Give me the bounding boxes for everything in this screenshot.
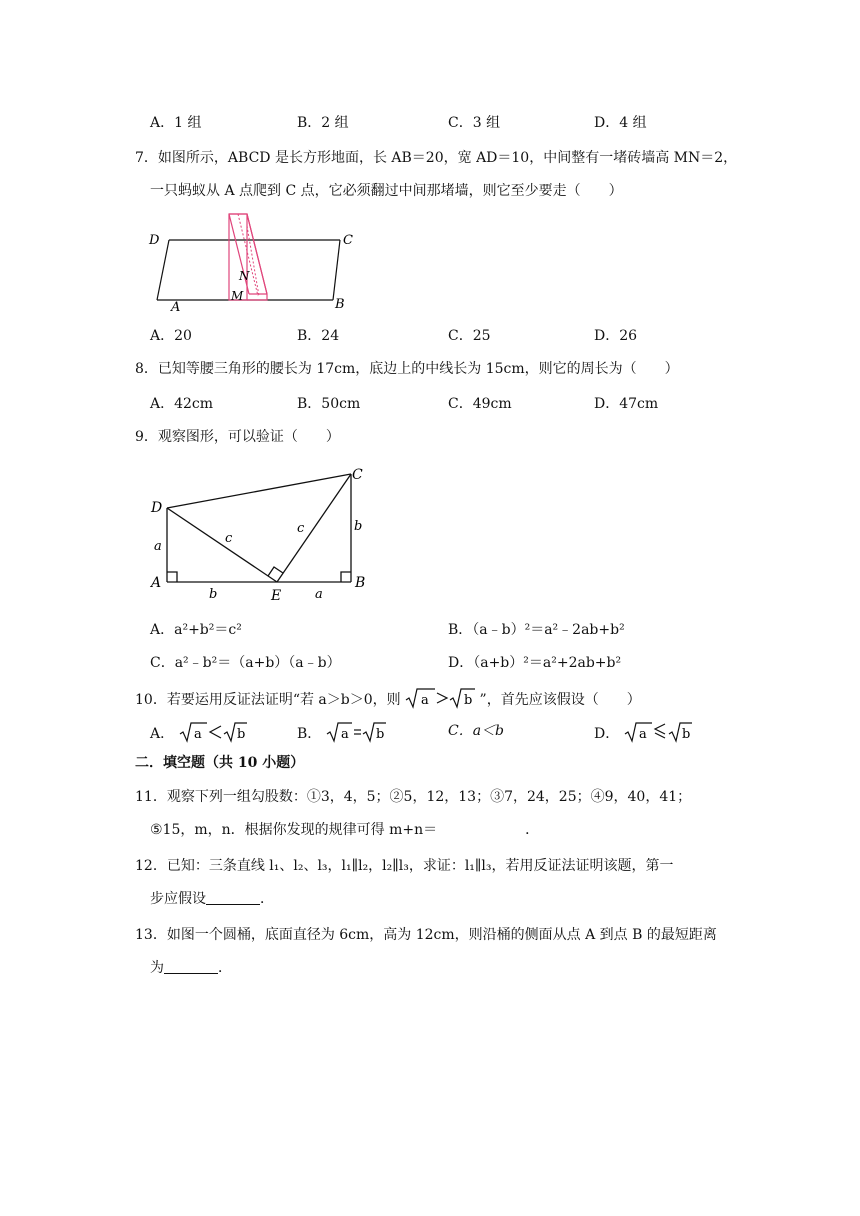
q10-option-d-label: D． (594, 726, 620, 742)
q10-text-prefix: 10．若要运用反证法证明“若 a＞b＞0，则 (135, 692, 401, 708)
q6-option-d: D．4 组 (594, 115, 647, 131)
q12-text-line2 (150, 889, 274, 909)
q9-label-a-side: a (154, 539, 162, 554)
q9-option-b: B．（a﹣b）²＝a²﹣2ab+b² (448, 622, 625, 638)
q9-label-c-left: c (225, 531, 233, 546)
q9-label-a-vertex: A (151, 575, 162, 591)
q7-option-b: B．24 (297, 328, 340, 344)
q7-option-d: D．26 (594, 328, 638, 344)
q6-option-b: B．2 组 (297, 115, 349, 131)
q11-text-line2-prefix: ⑤15，m，n．根据你发现的规律可得 m+n＝ (150, 822, 438, 838)
q9-option-c: C．a²﹣b²＝（a+b）（a﹣b） (150, 655, 341, 671)
q9-label-c-vertex: C (352, 467, 363, 483)
q9-label-e: E (271, 588, 282, 604)
q9-label-b-bottom: b (209, 587, 218, 602)
q9-option-d: D．（a+b）²＝a²+2ab+b² (448, 655, 622, 671)
q7-text-line1: 7．如图所示，ABCD 是长方形地面，长 AB＝20，宽 AD＝10，中间整有一堵砖墙高 MN＝2， (135, 150, 738, 166)
q9-option-a: A．a²+b²＝c² (150, 622, 242, 638)
q11-text-line1: 11．观察下列一组勾股数：①3，4，5；②5，12，13；③7，24，25；④9，40，41； (135, 789, 692, 805)
q12-text-line2-prefix: 步应假设 (150, 891, 206, 907)
q13-text-line2 (150, 958, 232, 978)
q10-b-radicand-a: a (340, 727, 349, 742)
q6-option-a: A．1 组 (150, 115, 202, 131)
q7-text-line2: 一只蚂蚁从 A 点爬到 C 点，它必须翻过中间那堵墙，则它至少要走（ ） (150, 183, 623, 199)
q10-text (135, 687, 641, 710)
section-2-title: 二．填空题（共 10 小题） (135, 755, 305, 771)
q7-label-b: B (335, 297, 345, 312)
q10-option-b (297, 721, 386, 744)
q6-option-c: C．3 组 (448, 115, 501, 131)
q10-a-radicand-b: b (236, 727, 245, 742)
q7-label-c: C (343, 233, 353, 248)
q9-label-a-bottom: a (315, 587, 323, 602)
q7-option-c: C．25 (448, 328, 491, 344)
q9-label-c-right: c (297, 521, 305, 536)
q7-label-m: M (231, 289, 244, 303)
q13-text-line2-suffix: ． (218, 960, 232, 976)
q10-sqrt-expression (405, 687, 475, 709)
q10-a-radicand-a: a (193, 727, 202, 742)
q10-radicand-b: b (464, 693, 473, 708)
q8-text: 8．已知等腰三角形的腰长为 17cm，底边上的中线长为 15cm，则它的周长为（ ） (135, 361, 679, 377)
q9-label-b-vertex: B (355, 575, 366, 591)
q7-figure (145, 208, 355, 312)
q7-label-d: D (149, 233, 160, 248)
q8-option-a: A．42cm (150, 396, 214, 412)
q10-option-a-label: A． (150, 726, 175, 742)
q10-option-a (150, 721, 247, 744)
q10-text-suffix: ”，首先应该假设（ ） (479, 692, 641, 708)
q11-text-line2-suffix: ． (525, 822, 540, 838)
q12-text-line1: 12．已知：三条直线 l₁、l₂、l₃，l₁∥l₂，l₂∥l₃，求证：l₁∥l₃，若用反证法证明该题，第一 (135, 858, 674, 874)
q9-label-d: D (151, 500, 163, 516)
q11-text-line2 (150, 820, 539, 840)
q10-option-b-label: B． (297, 726, 322, 742)
q10-option-c (448, 721, 504, 741)
q7-label-a: A (171, 300, 181, 312)
q13-text-line2-prefix: 为 (150, 960, 164, 976)
q10-option-d-expression (624, 721, 692, 743)
q13-text-line1: 13．如图一个圆桶，底面直径为 6cm，高为 12cm，则沿桶的侧面从点 A 到点 B 的最短距离 (135, 927, 717, 943)
q12-answer-blank[interactable] (206, 890, 260, 905)
q10-radicand-a: a (421, 693, 429, 708)
q12-text-line2-suffix: ． (260, 891, 274, 907)
q8-option-d: D．47cm (594, 396, 659, 412)
q10-b-radicand-b: b (375, 727, 385, 742)
q9-text: 9．观察图形，可以验证（ ） (135, 429, 340, 445)
q10-option-b-expression (326, 721, 386, 743)
q10-option-d (594, 721, 692, 744)
q8-option-b: B．50cm (297, 396, 361, 412)
q7-option-a: A．20 (150, 328, 192, 344)
q10-option-a-expression (179, 721, 247, 743)
q10-d-radicand-b: b (681, 727, 691, 742)
q10-option-c-label: C．a＜b (448, 723, 505, 739)
q10-d-radicand-a: a (638, 727, 647, 742)
q9-label-b-side: b (354, 519, 363, 534)
q13-answer-blank[interactable] (164, 959, 218, 974)
q9-figure (145, 460, 375, 604)
q7-label-n: N (239, 269, 250, 283)
q8-option-c: C．49cm (448, 396, 512, 412)
